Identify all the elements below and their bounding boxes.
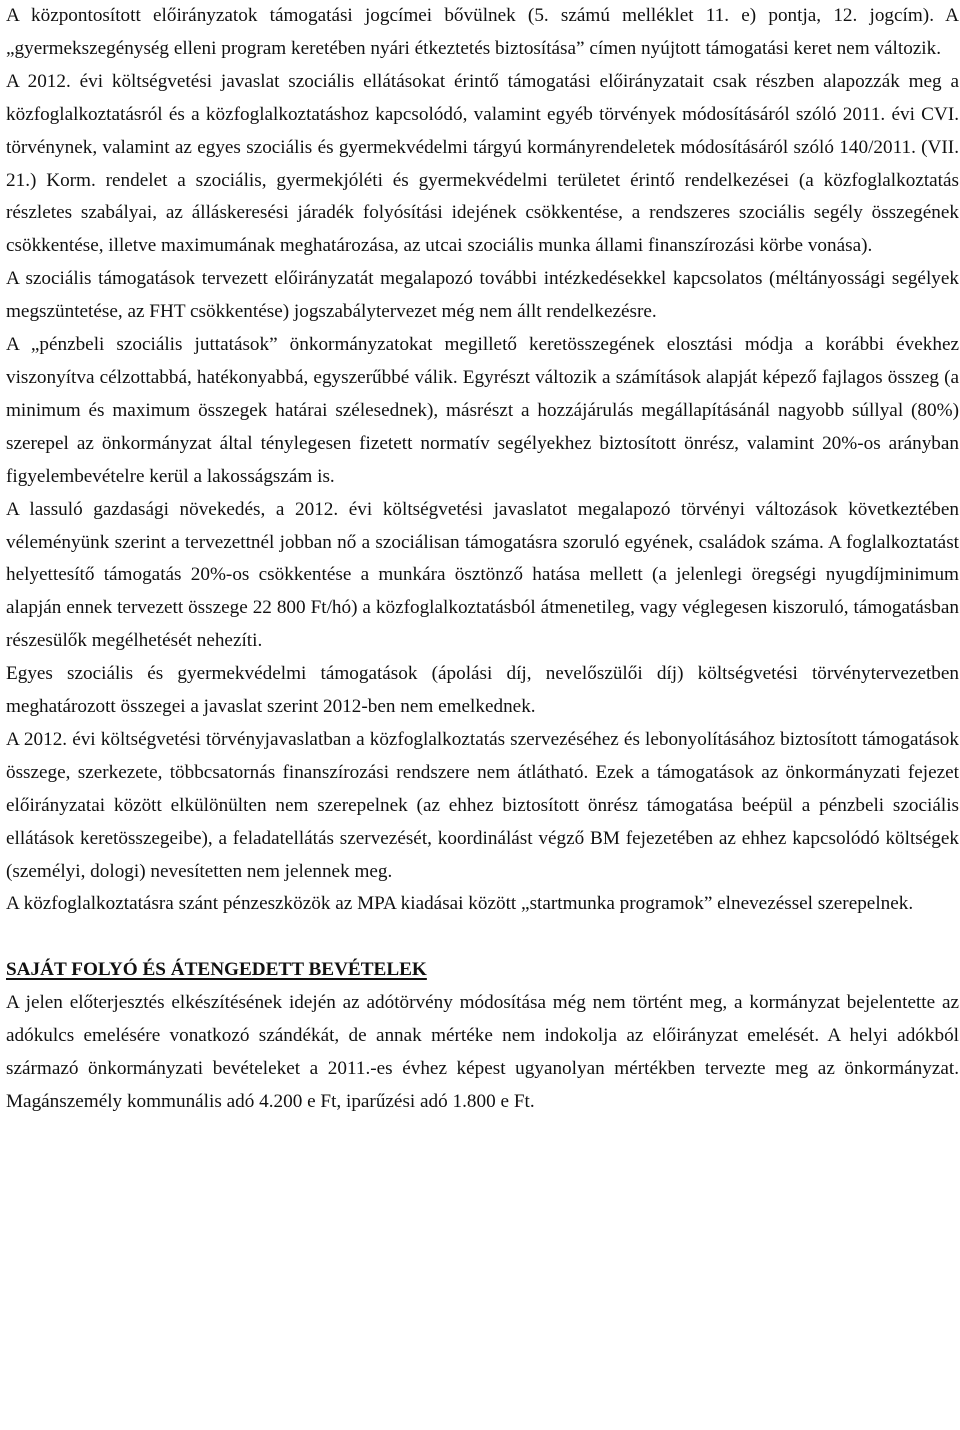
- paragraph-further-measures: A szociális támogatások tervezett előirányzatát megalapozó további intézkedésekkel kapcsolatos (méltányossági segélyek megszüntetése, az FHT csökkentése) jogszabálytervezet még nem állt rendelkezésre.: [6, 268, 959, 323]
- paragraph-child-protection-allowances: Egyes szociális és gyermekvédelmi támogatások (ápolási díj, nevelőszülői díj) költségvetési törvénytervezetben meghatározott összegei a javaslat szerint 2012-ben nem emelkednek.: [6, 663, 959, 718]
- paragraph-startmunka-programs: A közfoglalkoztatásra szánt pénzeszközök az MPA kiadásai között „startmunka programok” elnevezéssel szerepelnek.: [6, 893, 914, 915]
- paragraph-cash-benefits-distribution: A „pénzbeli szociális juttatások” önkormányzatokat megillető keretösszegének elosztási módja a korábbi évekhez viszonyítva célzottabbá, hatékonyabbá, egyszerűbbé válik. Egyrészt változik a számítások alapját képező fajlagos összeg (a minimum és maximum összegek határai szélesednek), másrészt a hozzájárulás megállapításánál nagyobb súllyal (80%) szerepel az önkormányzat által ténylegesen fizetett normatív segélyekhez biztosított önrész, valamint 20%-os arányban figyelembevételre kerül a lakosságszám is.: [6, 334, 959, 487]
- paragraph-central-appropriations: A központosított előirányzatok támogatási jogcímei bővülnek (5. számú melléklet 11. e) pontja, 12. jogcím). A „gyermekszegénység elleni program keretében nyári étkeztetés biztosítása” címen nyújtott támogatási keret nem változik.: [6, 5, 959, 59]
- paragraph-economic-slowdown: A lassuló gazdasági növekedés, a 2012. évi költségvetési javaslatot megalapozó törvényi változások következtében véleményünk szerint a tervezettnél jobban nő a szociálisan támogatásra szoruló egyének, családok száma. A foglalkoztatást helyettesítő támogatás 20%-os csökkentése a munkára ösztönző hatása mellett (a jelenlegi öregségi nyugdíjminimum alapján ennek tervezett összege 22 800 Ft/hó) a közfoglalkoztatásból átmenetileg, vagy véglegesen kiszoruló, támogatásban részesülők megélhetését nehezíti.: [6, 498, 959, 652]
- paragraph-local-taxes: A jelen előterjesztés elkészítésének idején az adótörvény módosítása még nem történt meg, a kormányzat bejelentette az adókulcs emelésére vonatkozó szándékát, de annak mértéke nem indokolja az előirányzat emelését. A helyi adókból származó önkormányzati bevételeket a 2011.-es évhez képest ugyanolyan mértékben tervezte meg az önkormányzat. Magánszemély kommunális adó 4.200 e Ft, iparűzési adó 1.800 e Ft.: [6, 992, 959, 1112]
- paragraph-social-benefits-budget: A 2012. évi költségvetési javaslat szociális ellátásokat érintő támogatási előirányzatait csak részben alapozzák meg a közfoglalkoztatásról és a közfoglalkoztatáshoz kapcsolódó, valamint egyéb törvények módosításáról szóló 2011. évi CVI. törvénynek, valamint az egyes szociális és gyermekvédelmi tárgyú kormányrendeletek módosításáról szóló 140/2011. (VII. 21.) Korm. rendelet a szociális, gyermekjóléti és gyermekvédelmi területet érintő rendelkezései (a közfoglalkoztatás részletes szabályai, az álláskeresési járadék folyósítási idejének csökkentése, a rendszeres szociális segély összegének csökkentése, illetve maximumának meghatározása, az utcai szociális munka állami finanszírozási körbe vonása).: [6, 70, 959, 257]
- document-page: [6, 0, 959, 1119]
- paragraph-public-work-funding: A 2012. évi költségvetési törvényjavaslatban a közfoglalkoztatás szervezéséhez és lebonyolításához biztosított támogatások összege, szerkezete, többcsatornás finanszírozási rendszere nem átlátható. Ezek a támogatások az önkormányzati fejezet előirányzatai között elkülönülten nem szerepelnek (az ehhez biztosított önrész támogatása beépül a pénzbeli szociális ellátások keretösszegeibe), a feladatellátás szervezését, koordinálást végző BM fejezetében az ehhez kapcsolódó költségek (személyi, dologi) nevesítetten nem jelennek meg.: [6, 728, 959, 882]
- section-heading: SAJÁT FOLYÓ ÉS ÁTENGEDETT BEVÉTELEK: [6, 959, 427, 981]
